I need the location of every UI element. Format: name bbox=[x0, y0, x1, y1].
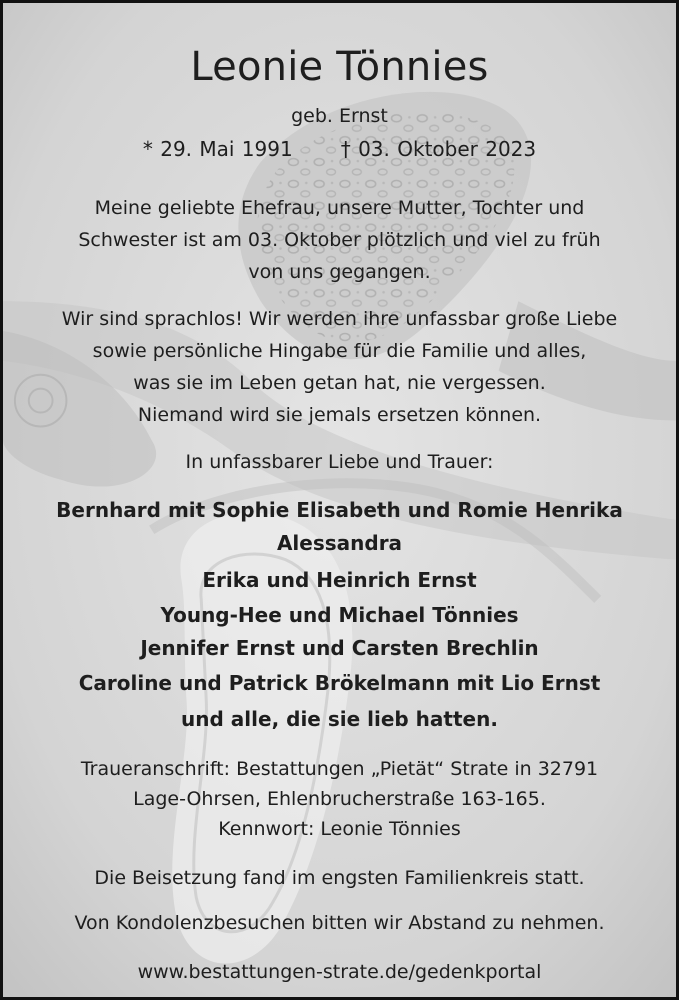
address-line: Lage-Ohrsen, Ehlenbrucherstraße 163-165. bbox=[133, 788, 546, 810]
message-line: Wir sind sprachlos! Wir werden ihre unfassbar große Liebe bbox=[61, 308, 618, 330]
mourner-line: Bernhard mit Sophie Elisabeth und Romie Henrika bbox=[56, 498, 623, 522]
message-line: was sie im Leben getan hat, nie vergessen. bbox=[133, 372, 546, 394]
burial-note: Die Beisetzung fand im engsten Familienkreis statt. bbox=[94, 867, 585, 889]
mourner-line: Caroline und Patrick Brökelmann mit Lio Ernst bbox=[78, 671, 601, 695]
condolence-note: Von Kondolenzbesuchen bitten wir Abstand zu nehmen. bbox=[74, 912, 605, 934]
closing-line: In unfassbarer Liebe und Trauer: bbox=[185, 451, 494, 473]
website-link[interactable]: www.bestattungen-strate.de/gedenkportal bbox=[137, 961, 542, 983]
mourner-line: und alle, die sie lieb hatten. bbox=[181, 707, 498, 731]
message-line: Meine geliebte Ehefrau, unsere Mutter, Tochter und bbox=[94, 197, 585, 219]
deceased-name: Leonie Tönnies bbox=[190, 44, 489, 90]
mourner-line: Young-Hee und Michael Tönnies bbox=[160, 603, 519, 627]
birth-name: geb. Ernst bbox=[291, 105, 388, 127]
message-line: Niemand wird sie jemals ersetzen können. bbox=[137, 404, 542, 426]
life-dates bbox=[3, 135, 676, 163]
message-line: von uns gegangen. bbox=[248, 261, 431, 283]
mourner-line: Erika und Heinrich Ernst bbox=[202, 568, 477, 592]
death-date: † 03. Oktober 2023 bbox=[340, 137, 537, 161]
keyword-line: Kennwort: Leonie Tönnies bbox=[218, 818, 461, 840]
message-line: Schwester ist am 03. Oktober plötzlich und viel zu früh bbox=[78, 229, 601, 251]
address-line: Traueranschrift: Bestattungen „Pietät“ Strate in 32791 bbox=[80, 758, 599, 780]
message-line: sowie persönliche Hingabe für die Familie und alles, bbox=[92, 340, 587, 362]
mourner-line: Jennifer Ernst und Carsten Brechlin bbox=[140, 636, 539, 660]
birth-date: * 29. Mai 1991 bbox=[142, 137, 293, 161]
mourner-line: Alessandra bbox=[276, 531, 403, 555]
